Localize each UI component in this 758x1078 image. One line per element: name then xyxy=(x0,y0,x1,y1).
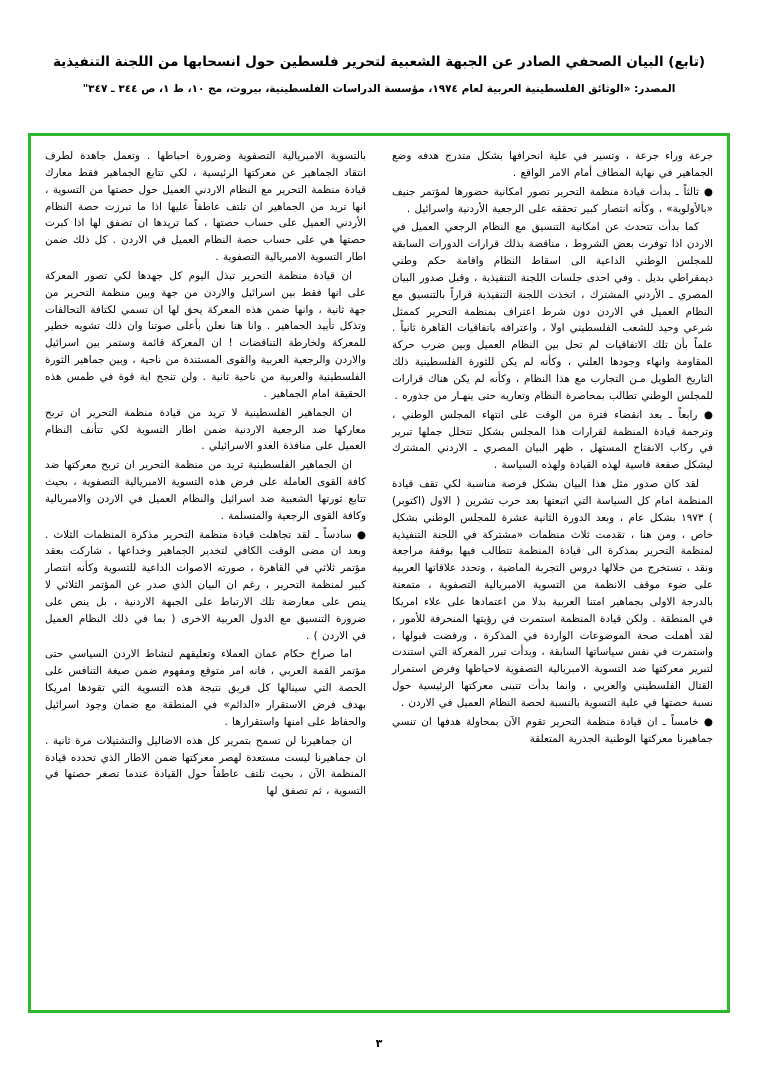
page-number: ٣ xyxy=(375,1037,383,1050)
paragraph: جرعة وراء جرعة ، وتسير في علية انحرافها بشكل متدرج هدفه وضع الجماهير في نهاية المطاف أمام الامر الواقع . xyxy=(392,150,713,179)
paragraph: اما صراخ حكام عمان العملاء وتعليقهم لنشاط الاردن السياسي حتى مؤتمر القمة العربي ، فانه امر متوقع ومفهوم ضمن صيغة التنافس على الحصة التي سينالها كل فريق نتيجة هذه التسوية التي تقودها امريكا بهدف فرض الاستقرار «الدائم» في المنطقة مع ضمان وجود اسرائيل والحفاظ على امنها واستقرارها . xyxy=(45,648,366,728)
page-title: (تابع) البيان الصحفي الصادر عن الجبهة الشعبية لتحرير فلسطين حول انسحابها من اللجنة التنفيذية xyxy=(52,54,706,70)
document-source: المصدر: «الوثائق الفلسطينية العربية لعام ١٩٧٤، مؤسسة الدراسات الفلسطينية، بيروت، مج ١٠، ط ١، ص ٣٤٤ ـ ٣٤٧" xyxy=(82,83,676,96)
two-column-body xyxy=(45,148,713,998)
content-frame xyxy=(28,133,730,1013)
right-column xyxy=(392,148,713,998)
paragraph: ● خامساً ـ ان قيادة منظمة التحرير تقوم الآن بمحاولة هدفها ان تنسي جماهيرنا معركتها الوطنية الجذرية المتعلقة xyxy=(392,715,713,745)
paragraph: ان جماهيرنا لن تسمح بتمرير كل هذه الاضاليل والتشتيلات مرة ثانية . ان جماهيرنا ليست مستعدة لهصر معركتها ضمن الاطار الذي تحدده قيادة المنظمة الآن ، بحيث تلتف عاطفاً حول القيادة عندما تصغر حصتها في التسوية ، ثم تصفق لها xyxy=(45,734,366,798)
paragraph: كما بدأت تتحدث عن امكانية التنسيق مع النظام الرجعي العميل في الاردن اذا توفرت بعض الشروط ، مناقضة بذلك قرارات الدورات السابقة للمجلس الوطني الداعية الى اسقاط النظام واقامة حكم وطني ديمقراطي بديل . وفي احدى جلسات اللجنة التنفيذية ، وقبل صدور البيان المصري ـ الأردني المشترك ، اتخذت اللجنة التنفيذية قراراً بالتنسيق مع النظام العميل في الاردن دون شرط اعتراف بمنظمة التحرير كممثل شرعي وحيد للشعب الفلسطيني اولا ، واعترافه باتفاقيات القاهرة ثانياً . علماً بأن تلك الاتفاقيات لم تحل بين النظام العميل وبين ضرب حركة المقاومة وانهاء وجودها العلني ، وكأنه لم يكن للثورة الفلسطينية ذلك التاريخ الطويل مـن التجارب مع هذا النظام ، وكأنه لم يكن هناك قرارات للمجلس الوطني تطالب بمحاصرة النظام وتعاريه حتى ينهـار من جذوره . xyxy=(392,221,713,402)
paragraph: بالتسوية الامبريالية التصفوية وضرورة احباطها . وتعمل جاهدة لطرف انتقاد الجماهير عن معركتها الرئيسية ، لكي تتابع الجماهير فقط معارك قيادة منظمة التحرير مع النظام الاردني العميل حول حصتها من التسوية ، انها تريد من الجماهير ان تلتف عاطفاً عليها اذا ما تبرزت حصة النظام الأردني العميل على حساب حصتها ، كما تريدها ان تصفق لها اذا كبرت حصتها هي على حساب حصة النظام العميل في الاردن . كل ذلك ضمن اطار التسوية الامبريالية التصفوية . xyxy=(45,150,366,264)
paragraph: ● رابعاً ـ بعد انقضاء فترة من الوقت على انتهاء المجلس الوطني ، وترجمة قيادة المنظمة لقرارات هذا المجلس بشكل تتخلل جملها تبرير في ركاب الانفتاح المستهل ، ظهر البيان المصري ـ الاردني المشترك ليشكل صفعة قاسية لهذه القيادة ولهذه السياسة . xyxy=(392,408,713,472)
paragraph: ان الجماهير الفلسطينية لا تريد من قيادة منظمة التحرير ان تربح معاركها ضد الرجعية الاردنية ضمن اطار التسوية لكي تتأنف النظام العميل على منافذة العدو الاسرائيلي . xyxy=(45,406,366,453)
paragraph: ● سادساً ـ لقد تجاهلت قيادة منظمة التحرير مذكرة المنظمات الثلاث . وبعد ان مضى الوقت الكافي لتخدير الجماهير وخداعها ، شاركت بعقد مؤتمر ثلاثي في القاهرة ، صورته الاصوات الداعية للتسوية وكأنه انتصار كبير لمنظمة التحرير ، رغم ان البيان الذي صدر عن المؤتمر الثلاثي لا ينص على معارضة تلك الارتباط على الجبهة الاردنية ، بل ينص على ضرورة التنسيق مع الدول العربية الاخرى ( بما في ذلك النظام العميل في الاردن ) . xyxy=(45,528,366,642)
left-column xyxy=(45,148,366,998)
paragraph: ان قيادة منظمة التحرير تبذل اليوم كل جهدها لكي تصور المعركة على انها فقط بين اسرائيل والاردن من جهة وبين منظمة التحرير من جهة ثانية ، وانها ضمن هذه المعركة يحق لها ان تسمي لكتافة التحالفات وتذكل تأييد الجماهير . وانا هنا نعلن بأعلى صوتنا وان ذلك تشويه خطير للمعركة ولخارطة التناقضات ! ان المعركة قائمة وستمر بين اسرائيل والاردن والرجعية العربية والقوى المستندة من ناحية ، وبين جماهير الثورة الفلسطينية والعربية من ناحية ثانية . ولن تنجح اية قوة في طمس هذه الحقيقة امام الجماهير . xyxy=(45,269,366,400)
paragraph: ان الجماهير الفلسطينية تريد من منظمة التحرير ان تربح معركتها ضد كافة القوى العاملة على فرض هذه التسوية الامبريالية التصفوية ، بحيث تتابع ثورتها الشعبية ضد اسرائيل والنظام العميل في الاردن والامبريالية وكافة القوى الرجعية والمتسلمة . xyxy=(45,459,366,522)
paragraph: لقد كان صدور مثل هذا البيان بشكل فرصة مناسبة لكي تقف قيادة المنظمة امام كل السياسة التي اتبعتها بعد حرب تشرين ( الاول (اكتوبر) ) ١٩٧٣ بشكل عام ، وبعد الدورة الثانية عشرة للمجلس الوطني بشكل خاص ، ومن هنا ، تقدمت ثلاث منظمات «مشتركة في اللجنة التنفيذية لمنظمة التحرير بمذكرة الى قيادة المنظمة تتطالب فيها بوقفة مراجعة ونقد ، تستخرج من خلالها دروس التجربة الماضية ، وتحدد علاقاتها العربية على ضوء موقف الانظمة من التسوية الامبريالية التصفوية ، متمعنة بالدرجة الاولى بجماهير امتنا العربية بدلا من اعتمادها على علاء امريكا في المنطقة . ولكن قيادة المنظمة استمرت في رؤيتها المنحرفة للأمور ، لقد أهملت صحة الموضوعات الواردة في المذكرة ، ورفضت قبولها ، واستمرت في نفس سياساتها السابقة ، وبدأت تبرر المعركة التي استندت لتبرير معركتها ضد التسوية الامبريالية التصفوية لاحياطها وفرض استمرار القتال الفلسطيني والعربي ، وانما بدأت تتبنى معركتها الرئيسية حول نسبة حصتها في علية التسوية بالنسبة لحصة النظام العميل في الاردن . xyxy=(392,478,713,709)
paragraph: ● ثالثاً ـ بدأت قيادة منظمة التحرير تصور امكانية حضورها لمؤتمر جنيف «بالأولوية» ، وكأنه انتصار كبير تحققه على الرجعية الأردنية واسرائيل . xyxy=(392,185,713,215)
